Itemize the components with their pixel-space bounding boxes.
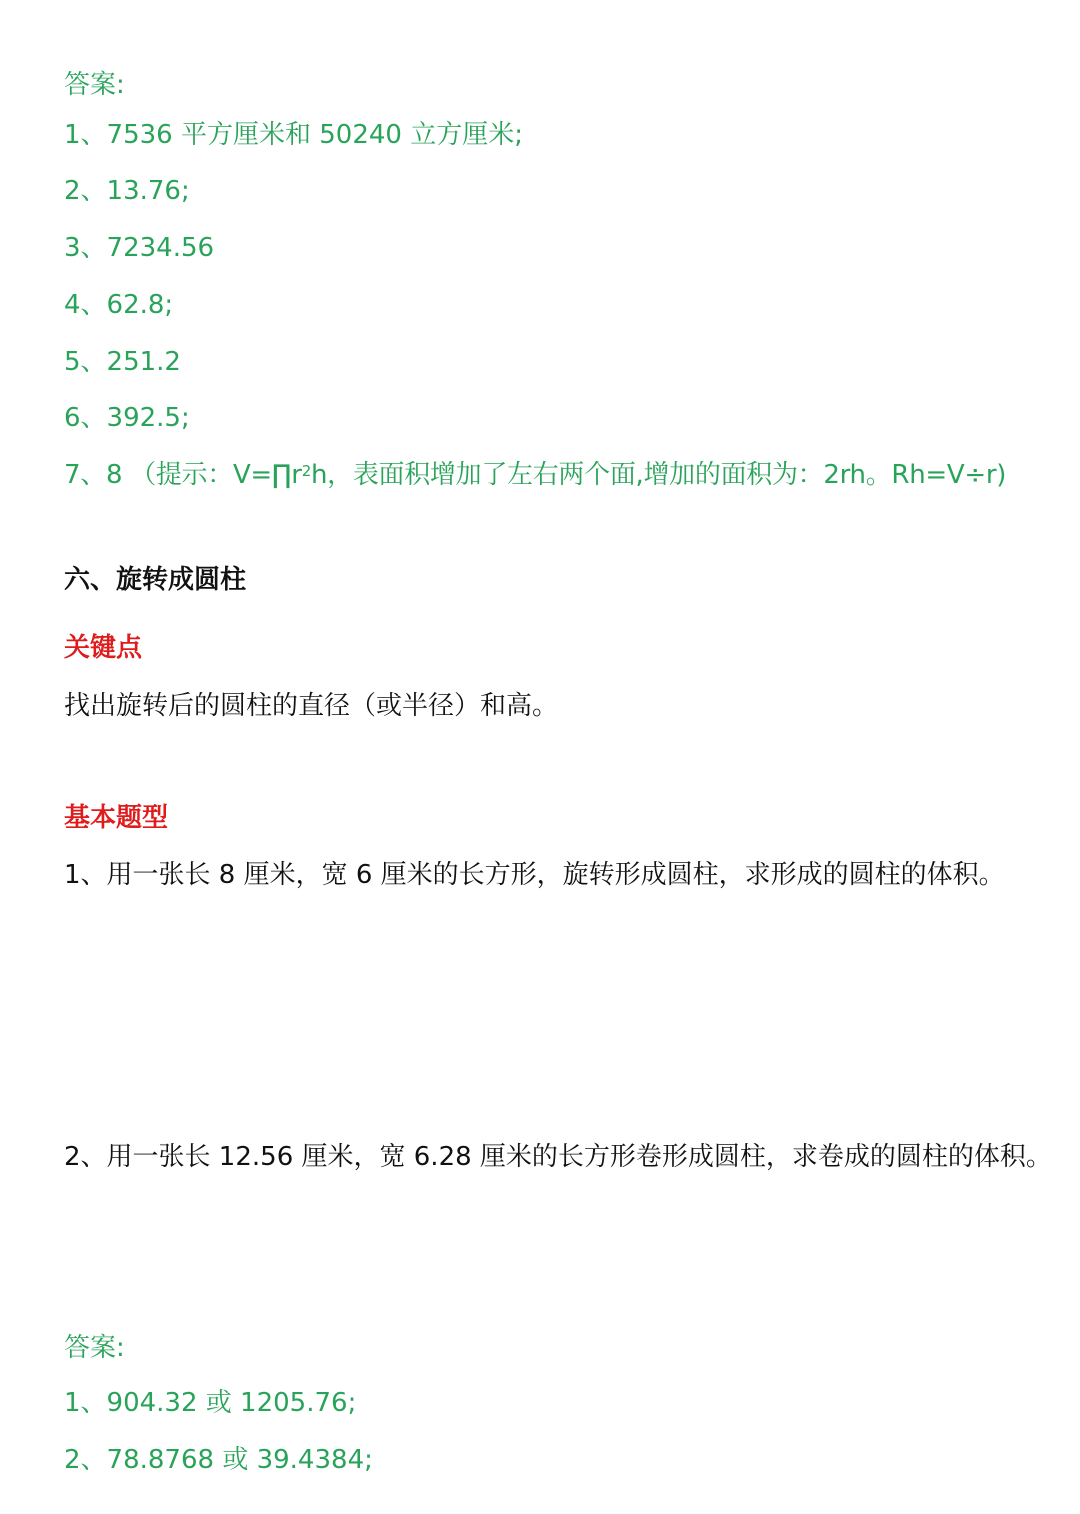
answer-item-7 [64,458,1006,492]
answer-item: 5、251.2 [64,347,181,377]
basic-types-heading: 基本题型 [64,803,169,833]
answers-label: 答案: [64,1333,125,1363]
key-points-text: 找出旋转后的圆柱的直径（或半径）和高。 [64,691,559,721]
answer-item: 2、13.76; [64,176,190,206]
section-title: 六、旋转成圆柱 [64,565,247,595]
answer-item: 6、392.5; [64,403,190,433]
answer-item: 2、78.8768 或 39.4384; [64,1445,373,1475]
answers-label: 答案: [64,70,125,100]
superscript-2: 2 [301,462,311,480]
answer-item: 3、7234.56 [64,233,215,263]
question-item: 2、用一张长 12.56 厘米，宽 6.28 厘米的长方形卷形成圆柱，求卷成的圆柱的体积。 [64,1142,1052,1172]
answer-item-7-prefix: 7、8 （提示：V=∏r [64,460,302,490]
question-item: 1、用一张长 8 厘米，宽 6 厘米的长方形，旋转形成圆柱，求形成的圆柱的体积。 [64,860,1005,890]
answer-item-7-suffix: h，表面积增加了左右两个面,增加的面积为：2rh。Rh=V÷r) [310,460,1007,490]
key-points-heading: 关键点 [64,633,143,663]
answer-item: 1、904.32 或 1205.76; [64,1388,357,1418]
answer-item: 4、62.8; [64,290,174,320]
answer-item: 1、7536 平方厘米和 50240 立方厘米; [64,120,523,150]
